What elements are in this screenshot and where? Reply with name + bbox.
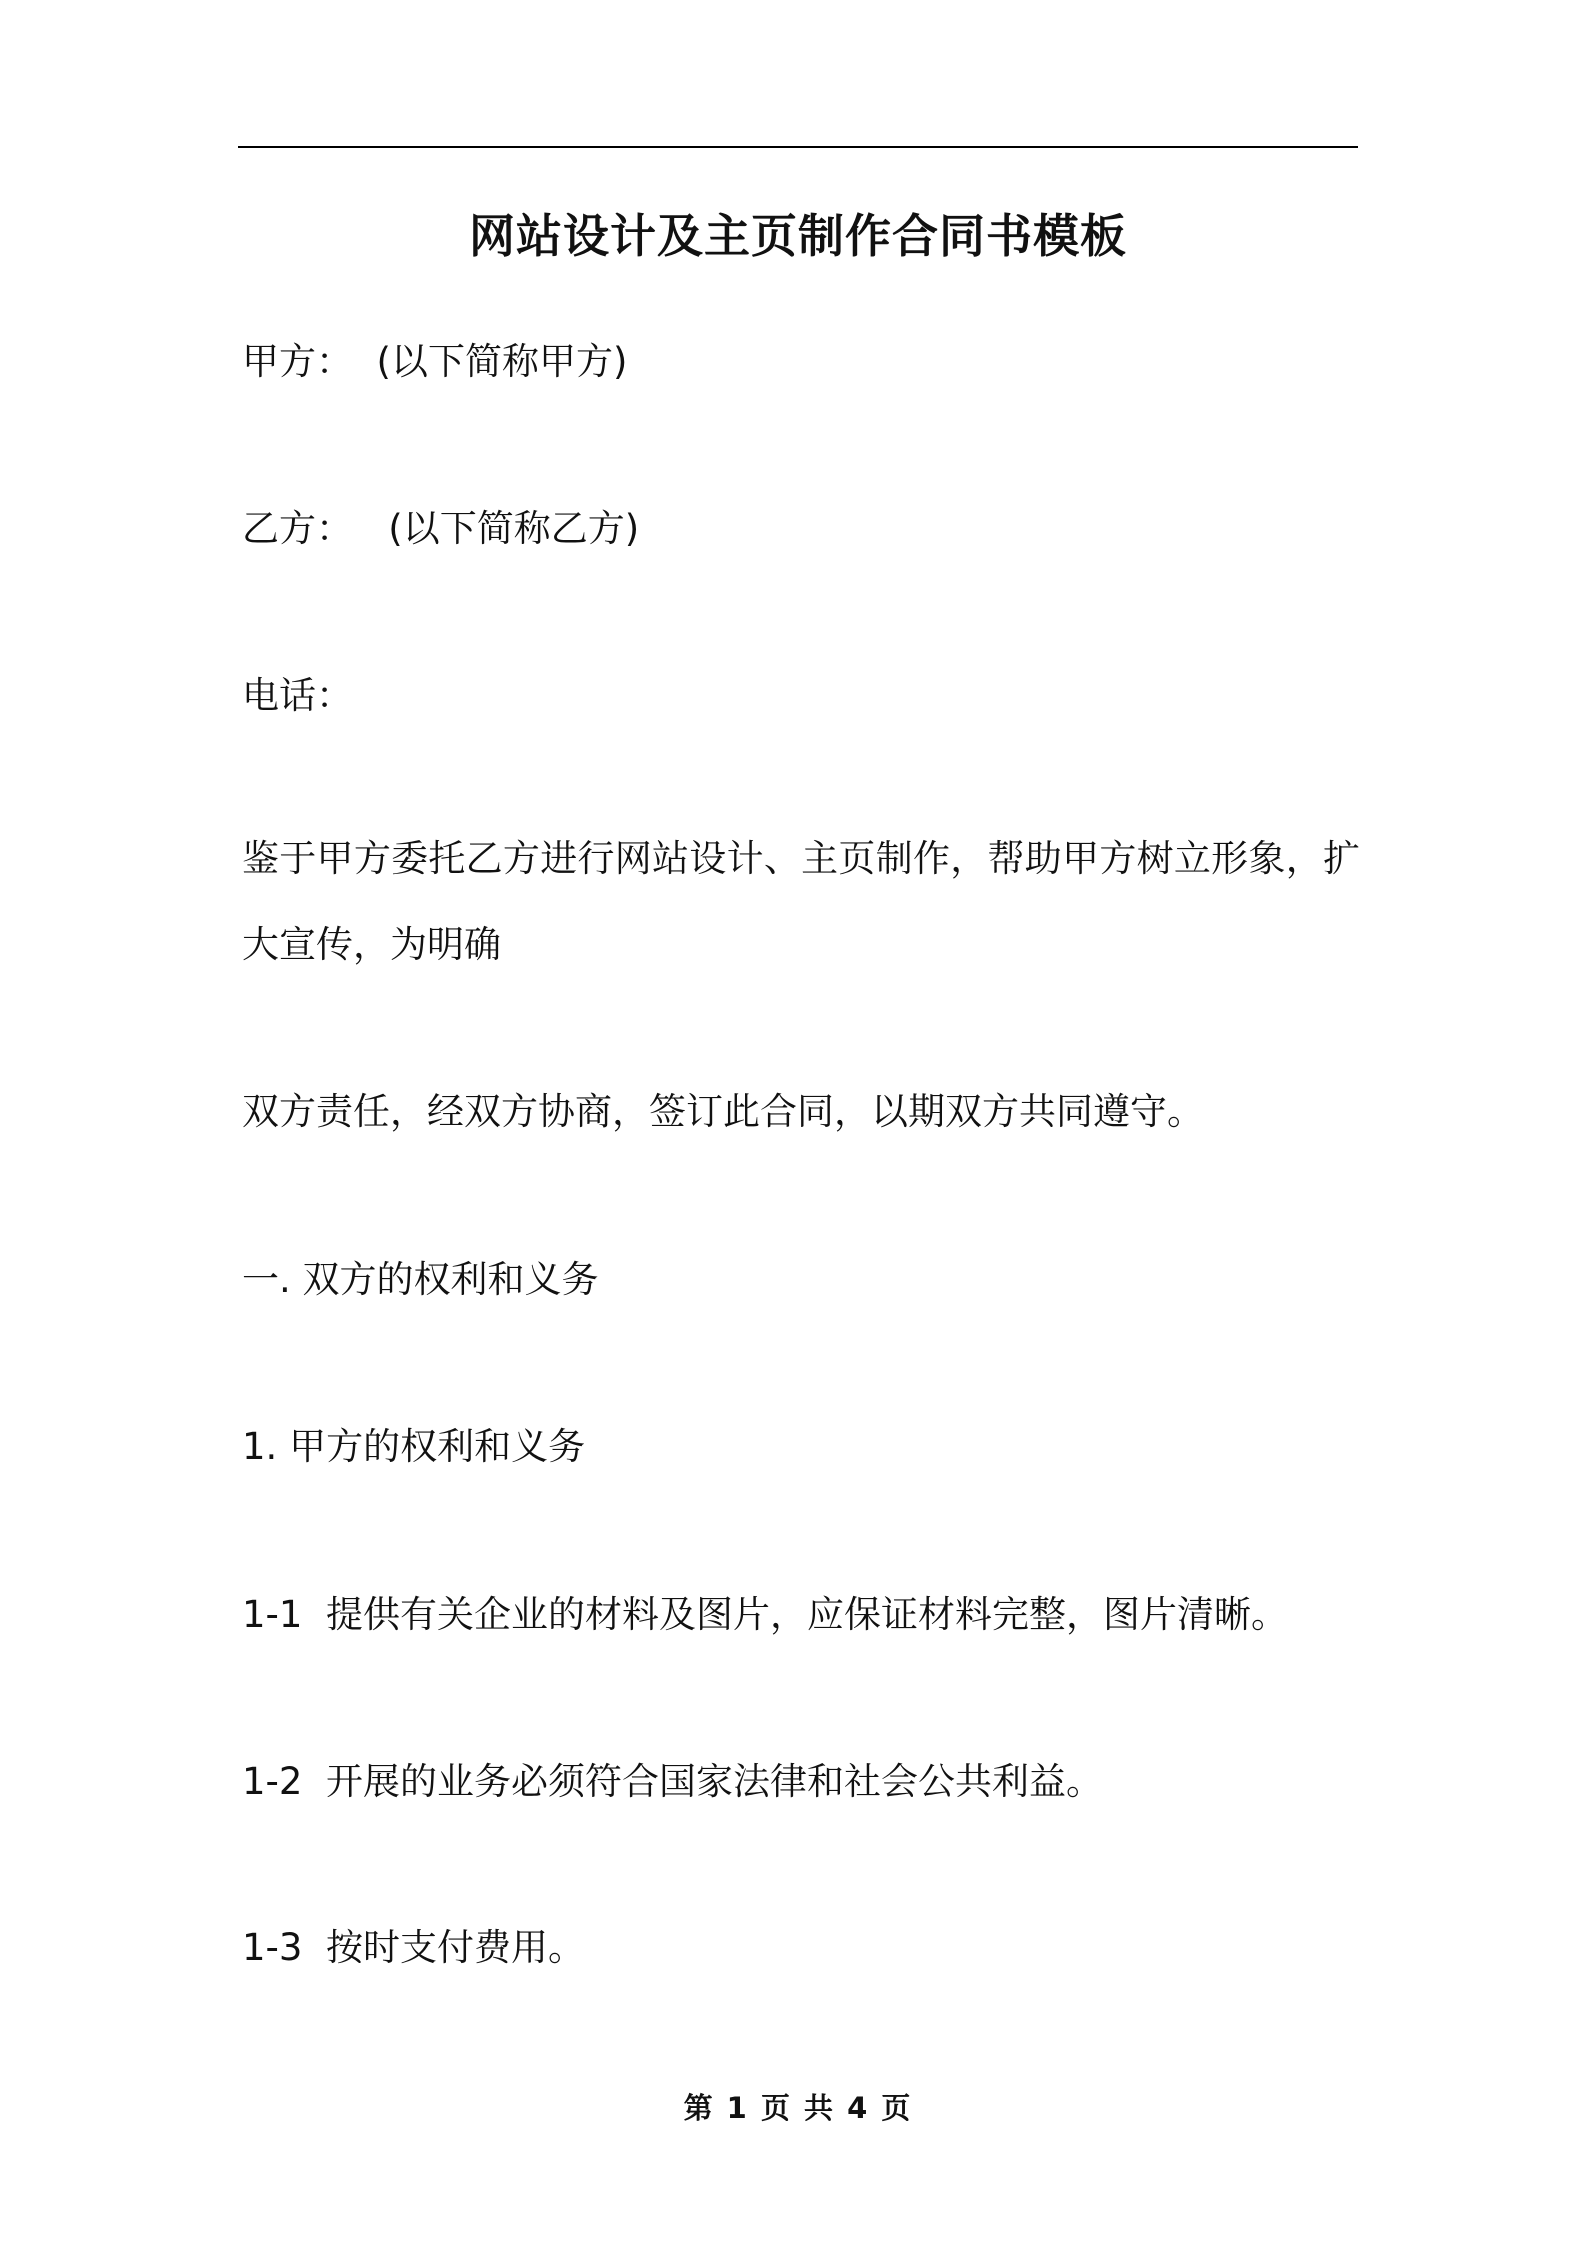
phone-line: 电话： — [242, 674, 353, 717]
document-title: 网站设计及主页制作合同书模板 — [469, 209, 1127, 263]
header-rule — [238, 146, 1358, 148]
preamble-paragraph: 鉴于甲方委托乙方进行网站设计、主页制作，帮助甲方树立形象，扩大宣传，为明确 — [242, 837, 1360, 966]
subsection-heading: 1. 甲方的权利和义务 — [242, 1425, 586, 1468]
party-a-line: 甲方： (以下简称甲方) — [242, 340, 628, 383]
party-b-line: 乙方： (以下简称乙方) — [242, 507, 640, 550]
section-heading: 一. 双方的权利和义务 — [242, 1258, 599, 1301]
clause-1-1: 1-1 提供有关企业的材料及图片，应保证材料完整，图片清晰。 — [242, 1593, 1288, 1636]
clause-1-3: 1-3 按时支付费用。 — [242, 1926, 585, 1969]
preamble-continuation: 双方责任，经双方协商，签订此合同，以期双方共同遵守。 — [242, 1090, 1204, 1133]
clause-1-2: 1-2 开展的业务必须符合国家法律和社会公共利益。 — [242, 1760, 1103, 1803]
page-number-footer: 第 1 页 共 4 页 — [683, 2091, 913, 2125]
